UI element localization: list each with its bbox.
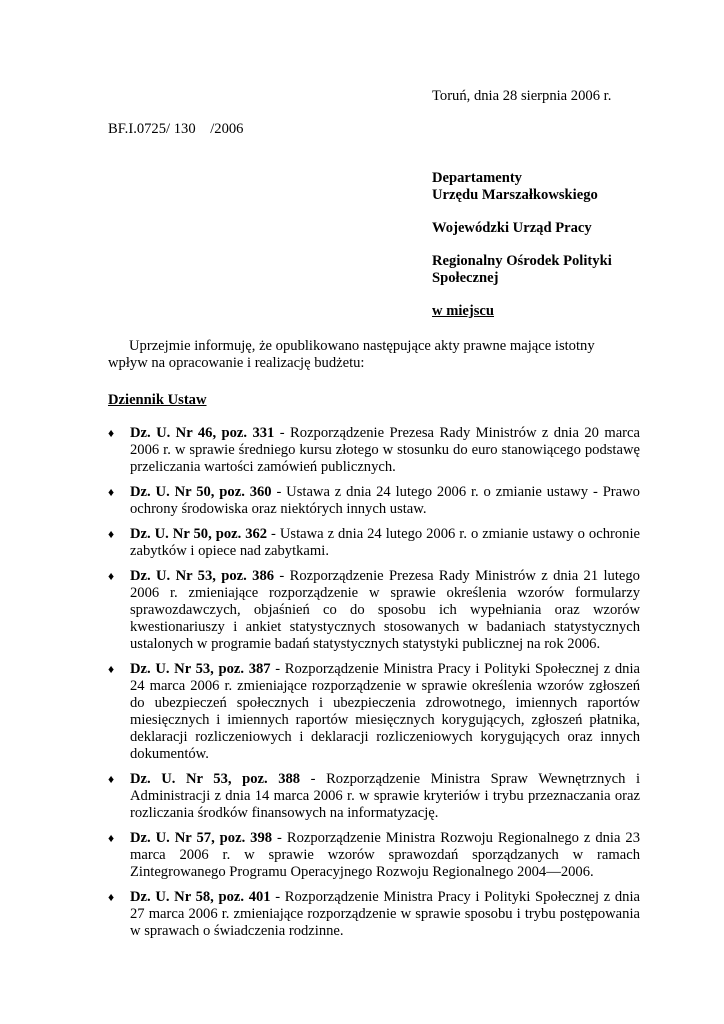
letter-date: Toruń, dnia 28 sierpnia 2006 r. xyxy=(432,88,612,104)
act-reference: Dz. U. Nr 53, poz. 387 xyxy=(130,661,271,677)
intro-line: wpływ na opracowanie i realizację budżetu: xyxy=(108,355,365,371)
section-title: Dziennik Ustaw xyxy=(108,392,207,408)
act-description: - Rozporządzenie Ministra Pracy i Polityki Społecznej z dnia 24 marca 2006 r. zmieniające rozporządzenie w sprawie określenia wzorów zgłoszeń do ubezpieczeń społecznych i ubezpieczenia zdrowotnego, imiennych raportów miesięcznych i imiennych raportów miesięcznych korygujących, zgłoszeń płatnika, deklaracji rozliczeniowych i deklaracji rozliczeniowych korygujących oraz innych dokumentów. xyxy=(130,661,640,762)
diamond-bullet-icon: ♦ xyxy=(108,426,115,440)
diamond-bullet-icon: ♦ xyxy=(108,890,115,904)
act-reference: Dz. U. Nr 58, poz. 401 xyxy=(130,889,271,905)
list-item xyxy=(108,661,640,763)
act-reference: Dz. U. Nr 50, poz. 362 xyxy=(130,526,268,542)
intro-paragraph xyxy=(108,338,616,372)
act-description: - Ustawa z dnia 24 lutego 2006 r. o zmianie ustawy - Prawo ochrony środowiska oraz niektórych innych ustaw. xyxy=(130,484,640,517)
act-description: - Ustawa z dnia 24 lutego 2006 r. o zmianie ustawy o ochronie zabytków i opiece nad zabytkami. xyxy=(130,526,640,559)
list-item xyxy=(108,484,640,518)
list-item xyxy=(108,526,640,560)
diamond-bullet-icon: ♦ xyxy=(108,527,115,541)
addressee-location: w miejscu xyxy=(432,303,495,319)
diamond-bullet-icon: ♦ xyxy=(108,662,115,676)
act-description: - Rozporządzenie Prezesa Rady Ministrów z dnia 21 lutego 2006 r. zmieniające rozporządzenie w sprawie określenia wzorów formularzy sprawozdawczych, objaśnień co do sposobu ich wypełniania oraz wzorów kwestionariuszy i ankiet statystycznych stosowanych w badaniach statystycznych ustalonych w programie badań statystycznych statystyki publicznej na rok 2006. xyxy=(130,568,640,652)
addressee-line: Urzędu Marszałkowskiego xyxy=(432,187,598,203)
addressee-block xyxy=(432,170,692,320)
act-reference: Dz. U. Nr 53, poz. 388 xyxy=(130,771,301,787)
act-description: - Rozporządzenie Ministra Pracy i Polityki Społecznej z dnia 27 marca 2006 r. zmieniające rozporządzenie w sprawie sposobu i trybu postępowania w sprawach o świadczenia rodzinne. xyxy=(130,889,640,939)
act-reference: Dz. U. Nr 46, poz. 331 xyxy=(130,425,275,441)
list-item xyxy=(108,771,640,822)
list-item xyxy=(108,830,640,881)
addressee-line: Społecznej xyxy=(432,270,499,286)
diamond-bullet-icon: ♦ xyxy=(108,569,115,583)
act-reference: Dz. U. Nr 53, poz. 386 xyxy=(130,568,275,584)
act-description: - Rozporządzenie Ministra Rozwoju Regionalnego z dnia 23 marca 2006 r. w sprawie wzorów sprawozdań sporządzanych w ramach Zintegrowanego Programu Operacyjnego Rozwoju Regionalnego 2004—2006. xyxy=(130,830,640,880)
diamond-bullet-icon: ♦ xyxy=(108,485,115,499)
list-item xyxy=(108,568,640,653)
diamond-bullet-icon: ♦ xyxy=(108,772,115,786)
addressee-line: Wojewódzki Urząd Pracy xyxy=(432,220,592,236)
intro-line: Uprzejmie informuję, że opublikowano następujące akty prawne mające istotny xyxy=(129,338,595,354)
act-reference: Dz. U. Nr 50, poz. 360 xyxy=(130,484,272,500)
addressee-line: Departamenty xyxy=(432,170,522,186)
list-item xyxy=(108,425,640,476)
act-reference: Dz. U. Nr 57, poz. 398 xyxy=(130,830,273,846)
addressee-line: Regionalny Ośrodek Polityki xyxy=(432,253,612,269)
legal-acts-list xyxy=(108,425,640,948)
act-description: - Rozporządzenie Prezesa Rady Ministrów z dnia 20 marca 2006 r. w sprawie średniego kursu złotego w stosunku do euro stanowiącego podstawę przeliczania wartości zamówień publicznych. xyxy=(130,425,640,475)
reference-number: BF.I.0725/ 130 /2006 xyxy=(108,121,244,137)
list-item xyxy=(108,889,640,940)
diamond-bullet-icon: ♦ xyxy=(108,831,115,845)
act-description: - Rozporządzenie Ministra Spraw Wewnętrznych i Administracji z dnia 14 marca 2006 r. w sprawie kryteriów i trybu przeznaczania oraz rozliczania środków finansowych na informatyzację. xyxy=(130,771,641,821)
